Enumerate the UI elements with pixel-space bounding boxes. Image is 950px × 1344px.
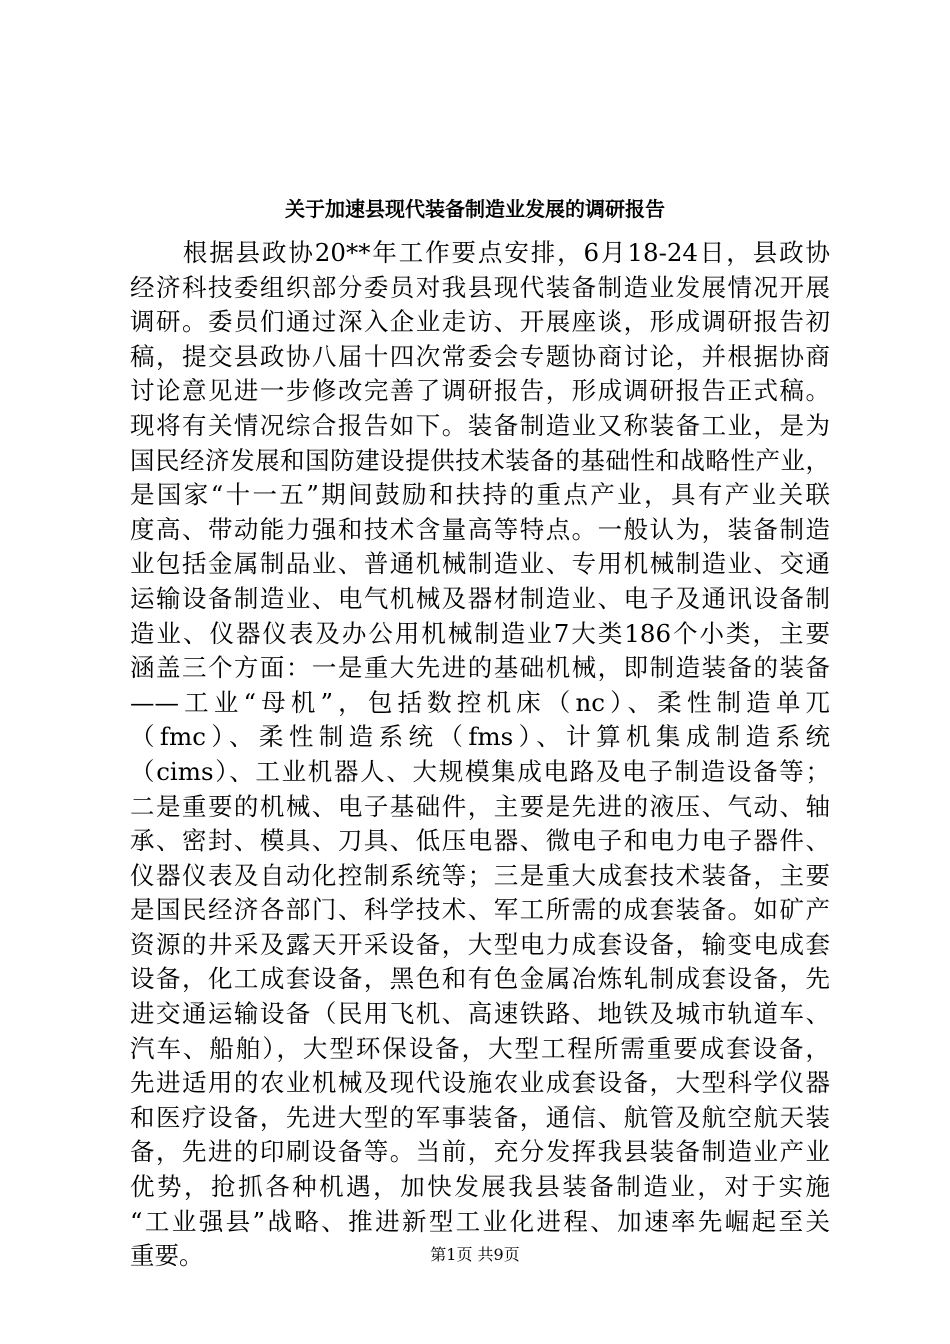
- body-line: 国民经济发展和国防建设提供技术装备的基础性和战略性产业，: [130, 445, 830, 475]
- body-line: 重要。: [130, 1241, 204, 1271]
- body-line: 经济科技委组织部分委员对我县现代装备制造业发展情况开展: [130, 272, 830, 302]
- body-line: 设备，化工成套设备，黑色和有色金属冶炼轧制成套设备，先: [130, 964, 830, 994]
- body-line: 是国家“十一五”期间鼓励和扶持的重点产业，具有产业关联: [130, 480, 830, 510]
- body-line: 现将有关情况综合报告如下。装备制造业又称装备工业，是为: [130, 410, 830, 440]
- body-line: 调研。委员们通过深入企业走访、开展座谈，形成调研报告初: [130, 307, 830, 337]
- document-title: 关于加速县现代装备制造业发展的调研报告: [285, 197, 665, 221]
- body-line: 备，先进的印刷设备等。当前，充分发挥我县装备制造业产业: [130, 1137, 830, 1167]
- body-line: 先进适用的农业机械及现代设施农业成套设备，大型科学仪器: [130, 1068, 830, 1098]
- body-line: 资源的井采及露天开采设备，大型电力成套设备，输变电成套: [130, 929, 830, 959]
- body-line: 优势，抢抓各种机遇，加快发展我县装备制造业，对于实施: [130, 1172, 830, 1202]
- document-body: [130, 236, 830, 1274]
- page-footer: 第1页 共9页: [430, 1245, 520, 1264]
- body-line: 进交通运输设备（民用飞机、高速铁路、地铁及城市轨道车、: [130, 999, 830, 1029]
- body-line: 和医疗设备，先进大型的军事装备，通信、航管及航空航天装: [130, 1102, 830, 1132]
- body-line: （fmc）、柔性制造系统（fms）、计算机集成制造系统: [130, 722, 830, 752]
- body-line: 涵盖三个方面：一是重大先进的基础机械，即制造装备的装备: [130, 653, 830, 683]
- body-line: 运输设备制造业、电气机械及器材制造业、电子及通讯设备制: [130, 583, 830, 613]
- body-line: 承、密封、模具、刀具、低压电器、微电子和电力电子器件、: [130, 826, 830, 856]
- body-line: 业包括金属制品业、普通机械制造业、专用机械制造业、交通: [130, 549, 830, 579]
- body-line: “工业强县”战略、推进新型工业化进程、加速率先崛起至关: [130, 1206, 830, 1236]
- body-line: 度高、带动能力强和技术含量高等特点。一般认为，装备制造: [130, 514, 830, 544]
- body-line: 稿，提交县政协八届十四次常委会专题协商讨论，并根据协商: [130, 341, 830, 371]
- body-line: 讨论意见进一步修改完善了调研报告，形成调研报告正式稿。: [130, 376, 830, 406]
- body-line: 是国民经济各部门、科学技术、军工所需的成套装备。如矿产: [130, 895, 830, 925]
- body-line: 汽车、船舶），大型环保设备，大型工程所需重要成套设备，: [130, 1033, 830, 1063]
- body-line: 造业、仪器仪表及办公用机械制造业7大类186个小类，主要: [130, 618, 830, 648]
- body-line: 仪器仪表及自动化控制系统等；三是重大成套技术装备，主要: [130, 860, 830, 890]
- body-line: ——工业“母机”，包括数控机床（nc）、柔性制造单兀: [130, 687, 830, 717]
- body-line: 根据县政协20**年工作要点安排，6月18-24日，县政协: [130, 238, 830, 267]
- body-line: （cims）、工业机器人、大规模集成电路及电子制造设备等；: [130, 756, 830, 786]
- body-line: 二是重要的机械、电子基础件，主要是先进的液压、气动、轴: [130, 791, 830, 821]
